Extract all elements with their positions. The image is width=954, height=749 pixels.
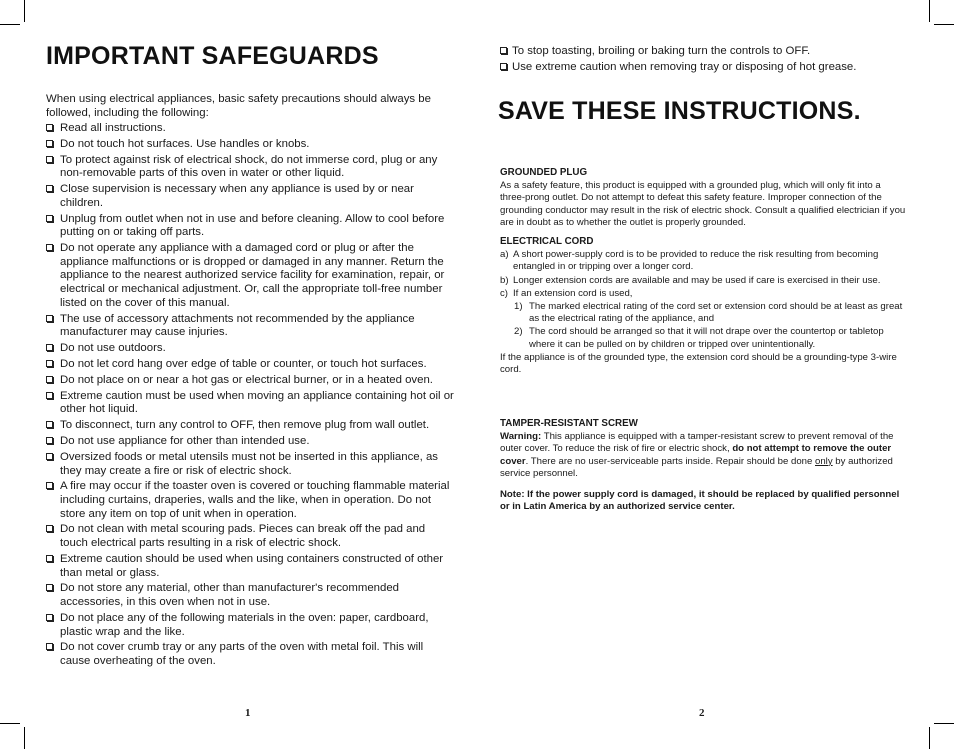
checkbox-bullet-icon [46,156,53,163]
checkbox-bullet-icon [46,525,53,532]
item-label: 1) [514,301,523,313]
item-text: Read all instructions. [60,122,166,134]
item-label: 2) [514,326,523,338]
checkbox-bullet-icon [46,453,53,460]
item-text: Use extreme caution when removing tray or disposing of hot grease. [512,60,857,73]
checkbox-bullet-icon [46,392,53,399]
safeguard-item [46,122,456,136]
item-label: a) [500,249,509,261]
item-text: Do not operate any appliance with a damaged cord or plug or after the appliance malfunctions or is dropped or damaged in any manner. Return the appliance to the nearest authorized service facility for examination, repair, or electrical or mechanical adjustment. Or, call the appropriate toll-free number listed on the cover of this manual. [60,242,445,309]
checkbox-bullet-icon [46,614,53,621]
checkbox-bullet-icon [46,315,53,322]
item-text: Longer extension cords are available and may be used if care is exercised in their use. [513,274,881,286]
underlined-word: only [815,455,833,467]
checkbox-bullet-icon [46,643,53,650]
checkbox-bullet-icon [46,360,53,367]
bold-warning: do not attempt to remove the outer cover [500,443,892,467]
crop-mark [0,24,20,25]
power-cord-note: Note: If the power supply cord is damaged, it should be replaced by qualified personnel or in Latin America by an authorized service center. [500,489,900,513]
checkbox-bullet-icon [46,584,53,591]
save-instructions-title: SAVE THESE INSTRUCTIONS. [498,97,861,125]
item-text: To protect against risk of electrical shock, do not immerse cord, plug or any non-removable parts of this oven in water or other liquid. [60,153,438,180]
checkbox-bullet-icon [46,555,53,562]
item-text: If an extension cord is used, [513,287,633,299]
checkbox-bullet-icon [46,421,53,428]
item-text: Do not use outdoors. [60,341,166,354]
safeguards-list [46,122,456,671]
crop-mark [934,24,954,25]
item-text: The marked electrical rating of the cord set or extension cord should be at least as great as the electrical rating of the appliance, and [529,301,903,325]
checkbox-bullet-icon [46,124,53,131]
item-text: Do not store any material, other than manufacturer's recommended accessories, in this oven when not in use. [60,582,399,609]
checkbox-bullet-icon [500,47,507,54]
item-text: Do not touch hot surfaces. Use handles or knobs. [60,137,310,150]
tamper-screw-section [500,418,906,480]
item-text: Do not cover crumb tray or any parts of the oven with metal foil. This will cause overheating of the oven. [60,641,424,668]
item-text: Do not use appliance for other than intended use. [60,435,310,448]
safeguard-item [46,213,456,240]
right-page [500,0,906,749]
item-text: A fire may occur if the toaster oven is covered or touching flammable material including curtains, draperies, walls and the like, when in operation. Do not store any item on top of unit when in operation. [60,480,450,520]
warning-label: Warning: [500,431,542,443]
text-run: . There are no user-serviceable parts inside. Repair should be done [525,455,816,467]
safeguard-item [46,451,456,478]
item-text: The cord should be arranged so that it will not drape over the countertop or tabletop where it can be pulled on by children or tripped over unintentionally. [529,326,884,350]
safeguard-item [46,553,456,580]
item-label: b) [500,274,509,286]
safeguard-item [46,313,456,340]
page-number: 1 [245,707,251,719]
cord-list-item [500,249,906,273]
safeguard-item [46,390,456,417]
grounded-plug-section [500,167,906,229]
cord-list-item [500,326,906,350]
safeguards-title: IMPORTANT SAFEGUARDS [46,42,379,70]
cord-list-item [500,275,906,287]
checkbox-bullet-icon [46,482,53,489]
safeguard-item [46,342,456,356]
checkbox-bullet-icon [46,344,53,351]
safeguard-item [46,138,456,152]
safeguard-item [46,523,456,550]
item-text: To disconnect, turn any control to OFF, then remove plug from wall outlet. [60,419,430,432]
safeguard-item [46,480,456,521]
checkbox-bullet-icon [46,376,53,383]
text-run: by authorized service personnel. [500,455,893,479]
checkbox-bullet-icon [500,63,507,70]
page-number: 2 [699,707,705,719]
checkbox-bullet-icon [46,185,53,192]
crop-mark [24,727,25,749]
crop-mark [24,0,25,22]
item-text: Unplug from outlet when not in use and before cleaning. Allow to cool before putting on or taking off parts. [60,212,445,239]
cord-list-item [500,288,906,300]
safeguard-item [46,612,456,639]
text-run: This appliance is equipped with a tamper-resistant screw to prevent removal of the outer cover. To reduce the risk of fire or electric shock, [500,431,894,455]
safeguard-item [46,419,456,433]
safeguard-item [46,582,456,609]
crop-mark [934,723,954,724]
safeguard-item [46,435,456,449]
item-text: Oversized foods or metal utensils must not be inserted in this appliance, as they may create a fire or risk of electric shock. [60,450,438,477]
safeguard-item [46,154,456,181]
safeguard-item [500,61,906,75]
safeguard-item [46,641,456,668]
section-heading: GROUNDED PLUG [500,167,588,178]
item-label: c) [500,287,508,299]
item-text: Do not let cord hang over edge of table or counter, or touch hot surfaces. [60,357,427,370]
item-text: To stop toasting, broiling or baking turn the controls to OFF. [512,45,811,57]
checkbox-bullet-icon [46,140,53,147]
section-text [500,431,906,480]
item-text: The use of accessory attachments not recommended by the appliance manufacturer may cause injuries. [60,312,415,339]
safeguard-item [46,183,456,210]
safeguard-item [46,374,456,388]
safeguard-item [500,45,906,59]
safeguard-item [46,358,456,372]
item-text: A short power-supply cord is to be provided to reduce the risk resulting from becoming entangled in or tripping over a longer cord. [513,249,879,273]
continued-safeguards-list [500,45,906,77]
left-page [46,0,456,749]
crop-mark [0,723,20,724]
checkbox-bullet-icon [46,215,53,222]
section-heading: ELECTRICAL CORD [500,236,594,247]
item-text: Do not place on or near a hot gas or electrical burner, or in a heated oven. [60,373,433,386]
crop-mark [929,0,930,22]
crop-mark [929,727,930,749]
item-text: Extreme caution should be used when using containers constructed of other than metal or glass. [60,552,444,579]
item-text: Extreme caution must be used when moving an appliance containing hot oil or other hot liquid. [60,389,454,416]
intro-text: When using electrical appliances, basic safety precautions should always be followed, including the following: [46,93,431,119]
section-text: If the appliance is of the grounded type, the extension cord should be a grounding-type 3-wire cord. [500,351,897,376]
safeguard-item [46,242,456,310]
checkbox-bullet-icon [46,244,53,251]
section-heading: TAMPER-RESISTANT SCREW [500,418,638,429]
item-text: Do not clean with metal scouring pads. Pieces can break off the pad and touch electrical parts resulting in a risk of electric shock. [60,523,426,550]
checkbox-bullet-icon [46,437,53,444]
cord-list-item [500,301,906,325]
item-text: Do not place any of the following materials in the oven: paper, cardboard, plastic wrap and the like. [60,611,429,638]
item-text: Close supervision is necessary when any appliance is used by or near children. [60,183,414,209]
section-text: As a safety feature, this product is equipped with a grounded plug, which will only fit into a three-prong outlet. Do not attempt to defeat this safety feature. Improper connection of the grounding conductor may result in the risk of electric shock. Consult a qualified electrician if you are in doubt as to whether the outlet is properly grounded. [500,180,906,228]
electrical-cord-section [500,236,906,376]
